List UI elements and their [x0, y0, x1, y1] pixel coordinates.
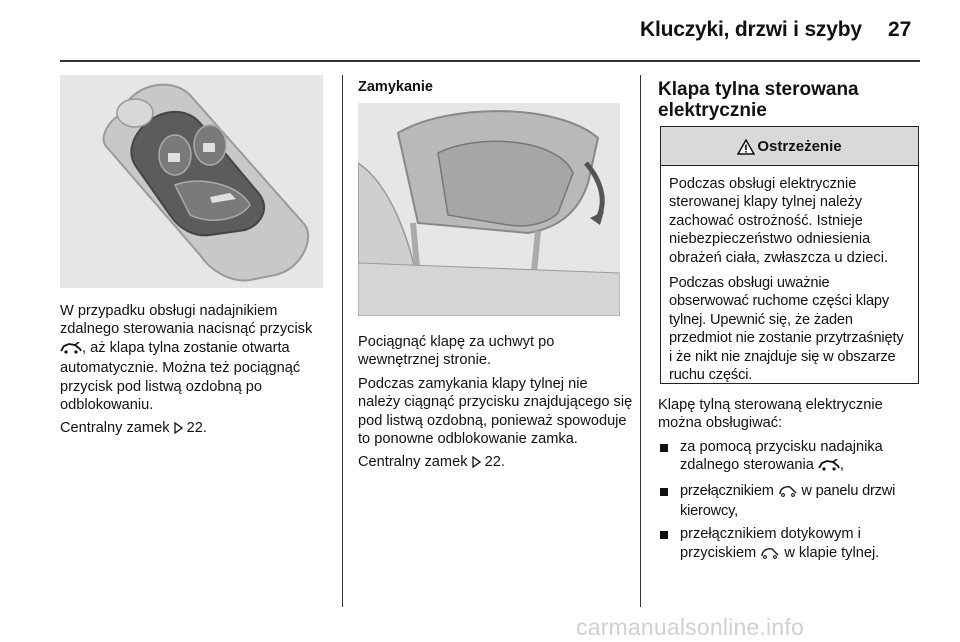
- list-item-suffix: w panelu drzwi kierowcy,: [680, 482, 896, 520]
- watermark: carmanualsonline.info: [576, 614, 804, 640]
- left-column-text: [60, 302, 330, 445]
- middle-paragraph-1: Pociągnąć klapę za uchwyt po wewnętrznej stronie.: [358, 334, 555, 369]
- operation-methods-list: [658, 438, 923, 564]
- section-title: Klapa tylna sterowana elektrycznie: [658, 79, 859, 121]
- cross-reference-icon: [174, 421, 183, 439]
- list-item-text: przełącznikiem dotykowym i przyciskiem: [680, 526, 861, 561]
- column-divider-2: [640, 75, 641, 607]
- column-divider-1: [342, 75, 343, 607]
- left-p2-page-ref[interactable]: 22.: [186, 420, 207, 437]
- list-item-text: przełącznikiem: [680, 482, 778, 499]
- warning-paragraph-1: Podczas obsługi elektrycznie sterowanej klapy tylnej należy zachować ostrożność. Istnieje niebezpieczeństwo odniesienia obrażeń ciała, zwłaszcza u dzieci.: [669, 176, 889, 266]
- key-fob-image: [60, 75, 323, 288]
- right-intro: Klapę tylną sterowaną elektrycznie można obsługiwać:: [658, 397, 883, 432]
- list-item: [658, 438, 923, 477]
- list-item-text: za pomocą przycisku nadajnika zdalnego sterowania: [680, 438, 883, 474]
- list-item: [658, 525, 923, 564]
- right-column-text: [658, 396, 923, 569]
- middle-p3-text: Centralny zamek: [358, 454, 472, 471]
- left-p2-text: Centralny zamek: [60, 420, 174, 437]
- key-fob-illustration: [60, 75, 323, 288]
- header-divider: [60, 60, 920, 62]
- warning-triangle-icon: [737, 139, 755, 155]
- warning-paragraph-2: Podczas obsługi uważnie obserwować ruchome części klapy tylnej. Upewnić się, że żaden przedmiot nie zostanie przytrzaśnięty i że nikt nie znajduje się w obszarze ruchu części.: [669, 275, 904, 384]
- tailgate-switch-icon: [778, 484, 798, 502]
- warning-box: [660, 126, 919, 384]
- page-header-title: Kluczyki, drzwi i szyby: [640, 18, 862, 41]
- left-paragraph-1: [60, 302, 330, 414]
- warning-header: [661, 127, 918, 166]
- list-item-suffix: ,: [839, 457, 844, 474]
- tailgate-illustration: [358, 103, 620, 316]
- left-paragraph-2: [60, 419, 330, 439]
- middle-paragraph-3: [358, 453, 633, 473]
- warning-body: [661, 166, 918, 384]
- tailgate-image: [358, 103, 620, 316]
- middle-p3-page-ref[interactable]: 22.: [484, 454, 505, 471]
- car-trunk-icon: [818, 458, 840, 476]
- closing-subheading: Zamykanie: [358, 79, 433, 95]
- tailgate-switch-icon: [760, 546, 780, 564]
- middle-paragraph-2: Podczas zamykania klapy tylnej nie należy ciągnąć przycisku znajdującego się pod listwą ozdobną, ponieważ spowoduje to ponowne odblokowanie zamka.: [358, 375, 633, 448]
- list-item-suffix: w klapie tylnej.: [780, 544, 880, 561]
- page-number: 27: [888, 18, 912, 41]
- middle-column-text: [358, 333, 633, 479]
- left-p1-part-b: , aż klapa tylna zostanie otwarta automatycznie. Można też pociągnąć przycisk pod listwą ozdobną po odblokowaniu.: [60, 339, 301, 414]
- car-trunk-icon: [60, 341, 82, 359]
- cross-reference-icon: [472, 455, 481, 473]
- warning-header-label: Ostrzeżenie: [757, 137, 842, 155]
- left-p1-part-a: W przypadku obsługi nadajnikiem zdalnego sterowania nacisnąć przycisk: [60, 303, 313, 338]
- list-item: [658, 482, 923, 521]
